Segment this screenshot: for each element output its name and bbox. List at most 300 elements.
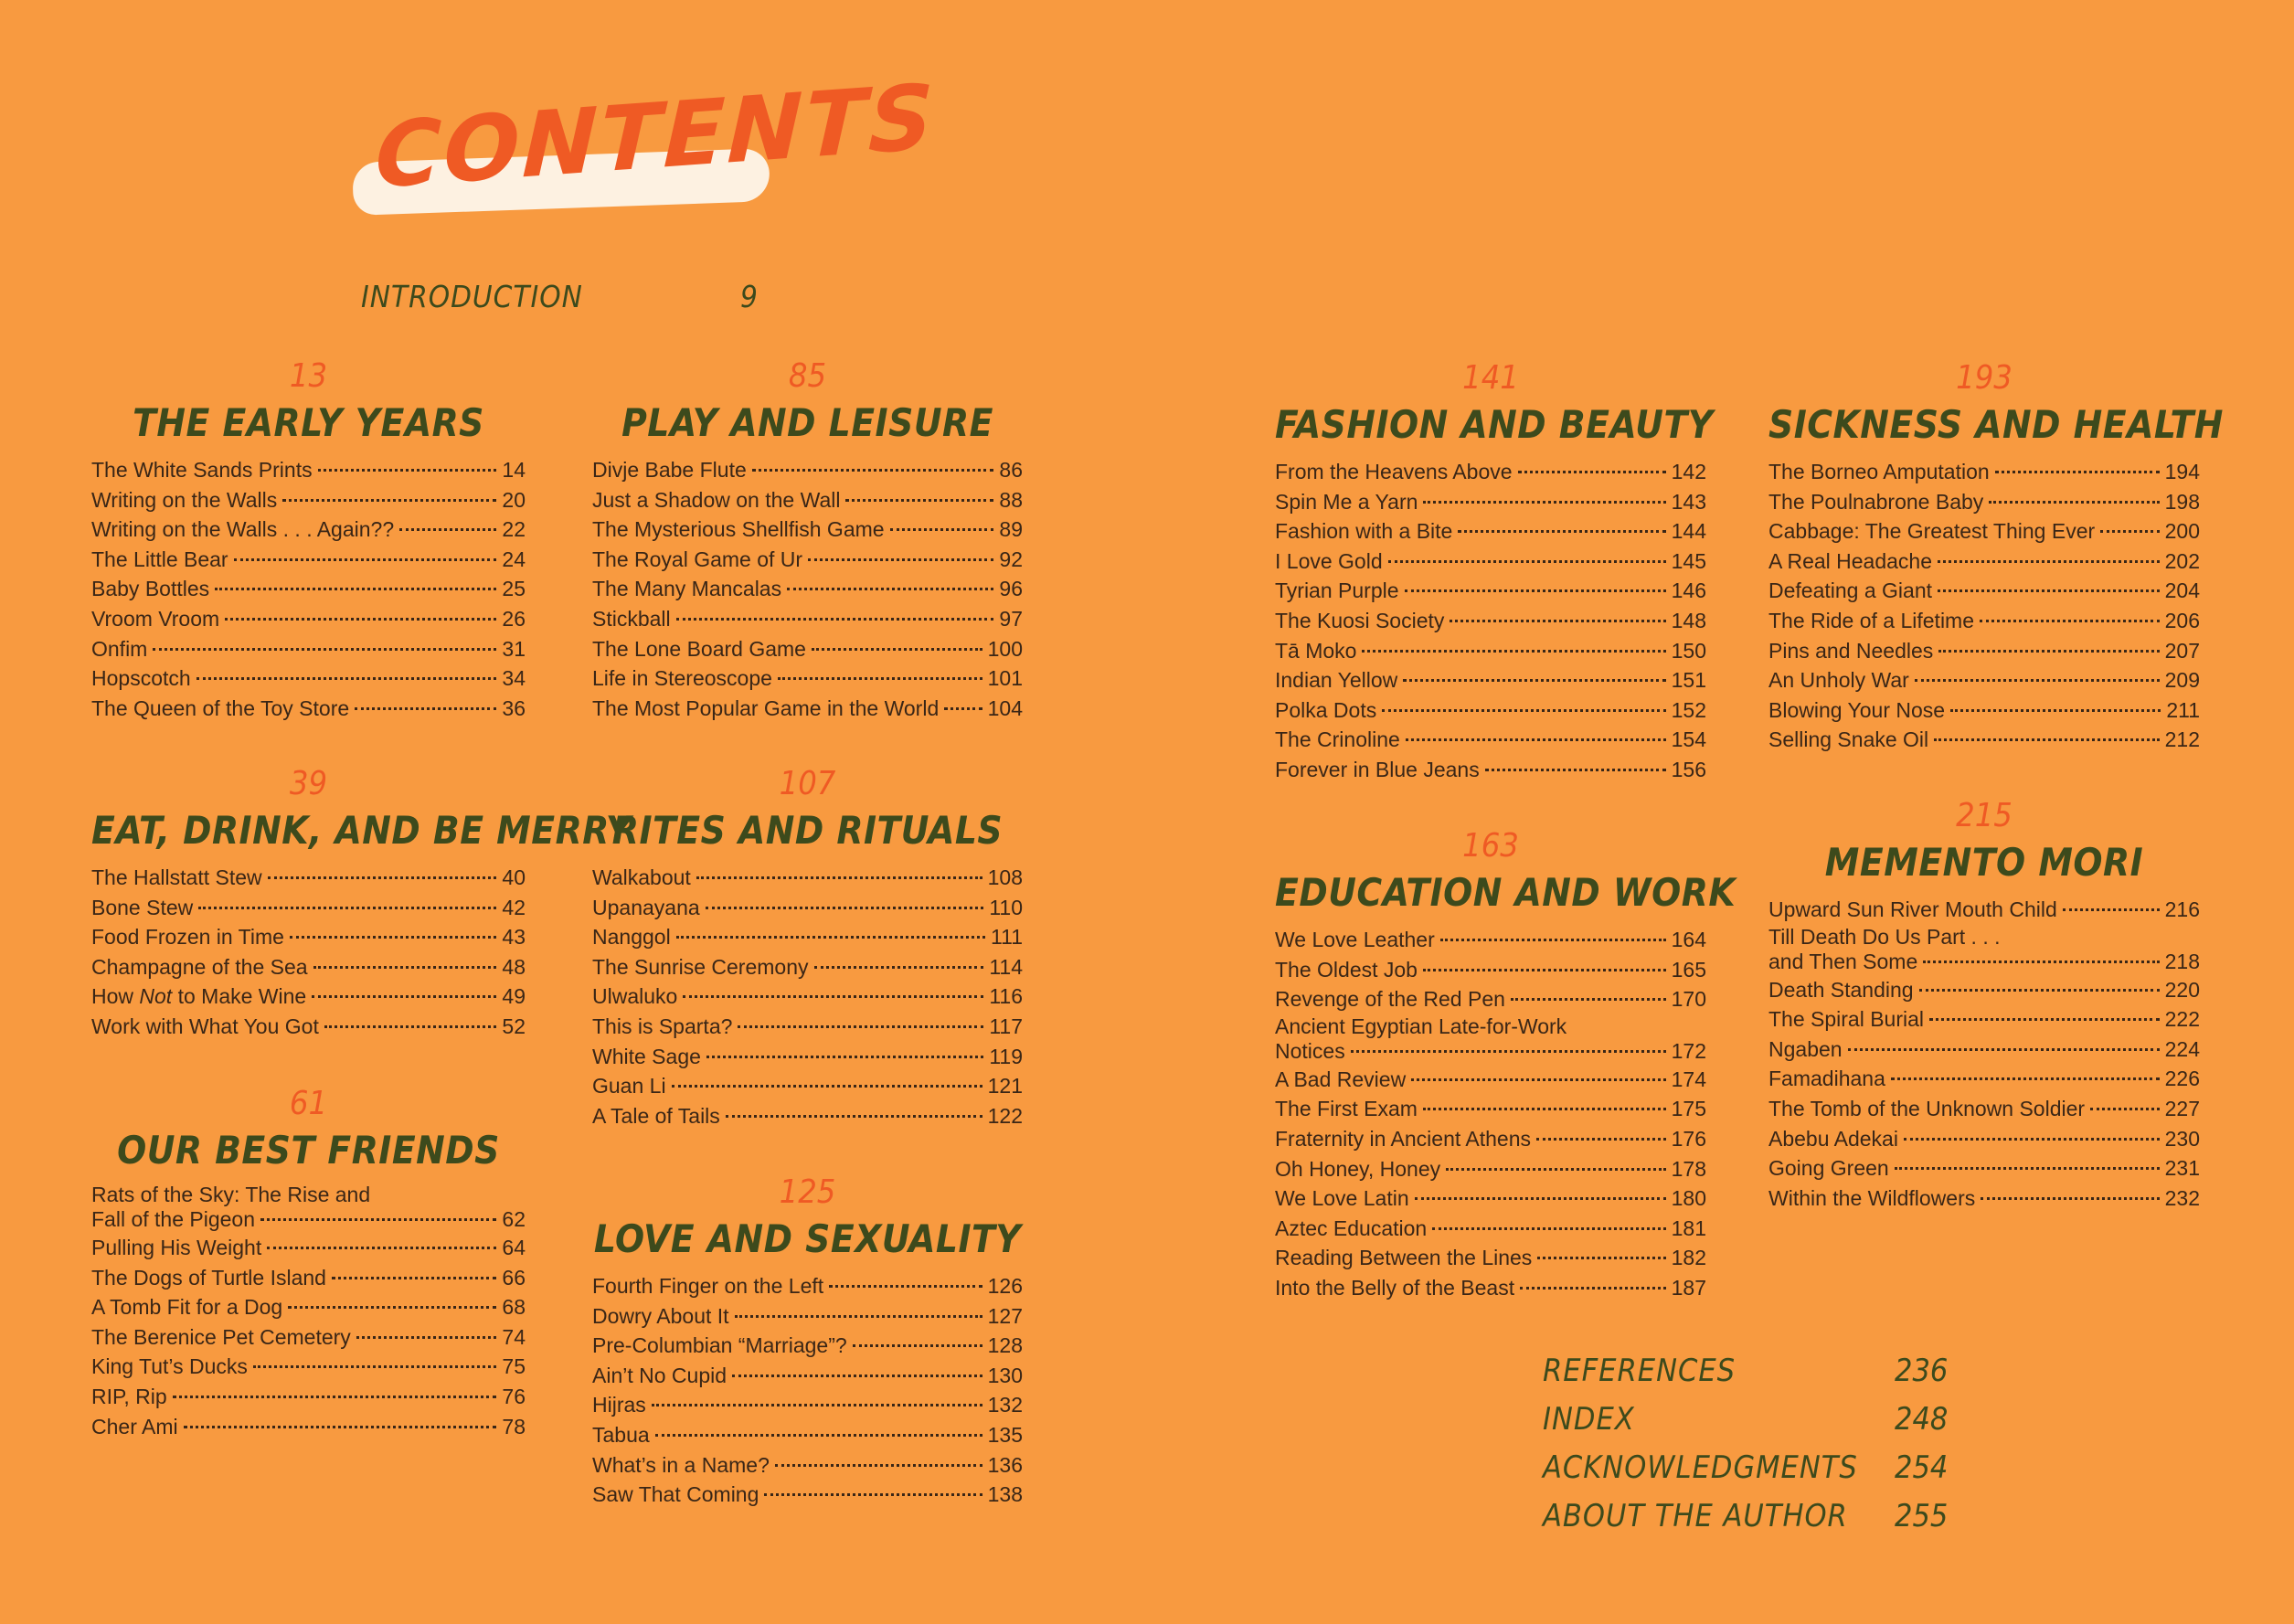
back-matter-label: INDEX xyxy=(1543,1401,1635,1438)
toc-entry[interactable] xyxy=(1275,665,1706,695)
toc-entry[interactable] xyxy=(592,1390,1023,1420)
entry-page: 36 xyxy=(502,695,526,720)
toc-entry[interactable] xyxy=(1275,576,1706,606)
dot-leader xyxy=(196,677,497,680)
entry-page: 226 xyxy=(2164,1067,2200,1091)
toc-entry[interactable] xyxy=(592,1042,1023,1072)
toc-entry[interactable] xyxy=(592,604,1023,634)
toc-entry[interactable] xyxy=(1768,1184,2200,1214)
toc-entry[interactable] xyxy=(592,515,1023,545)
toc-entry[interactable] xyxy=(91,1352,526,1382)
entry-title: Defeating a Giant xyxy=(1768,578,1933,603)
toc-entry[interactable] xyxy=(1768,665,2200,695)
entry-page: 128 xyxy=(987,1333,1023,1358)
dot-leader xyxy=(355,707,496,710)
toc-entry[interactable] xyxy=(592,952,1023,982)
entry-title-line2-row xyxy=(1275,1039,1706,1064)
toc-entry[interactable] xyxy=(1768,725,2200,755)
toc-entry[interactable] xyxy=(1768,457,2200,487)
section-title[interactable]: SICKNESS AND HEALTH xyxy=(1768,402,2224,447)
section-early xyxy=(91,356,526,723)
entry-page: 92 xyxy=(999,547,1023,571)
entry-page: 138 xyxy=(987,1482,1023,1507)
section-page-number: 13 xyxy=(289,357,328,395)
section-love xyxy=(592,1173,1023,1510)
entry-title: Champagne of the Sea xyxy=(91,954,308,979)
entry-title: The Lone Board Game xyxy=(592,636,806,661)
entry-page: 218 xyxy=(2164,949,2200,973)
toc-entry[interactable] xyxy=(592,1071,1023,1101)
section-page-number: 163 xyxy=(1462,827,1519,865)
toc-entry[interactable] xyxy=(1275,755,1706,785)
dot-leader xyxy=(706,907,984,909)
section-title[interactable]: PLAY AND LEISURE xyxy=(621,400,993,445)
entry-page: 96 xyxy=(999,577,1023,601)
toc-entry[interactable] xyxy=(1275,695,1706,726)
back-matter-acknowledgments[interactable] xyxy=(1543,1449,1954,1498)
back-matter xyxy=(1543,1353,1954,1546)
entry-page: 142 xyxy=(1671,460,1706,483)
entry-page: 198 xyxy=(2164,489,2200,514)
toc-entry[interactable] xyxy=(592,455,1023,485)
dot-leader xyxy=(829,1285,982,1288)
toc-entry[interactable] xyxy=(592,922,1023,952)
dot-leader xyxy=(1351,1050,1666,1053)
dot-leader xyxy=(2100,530,2159,533)
dot-leader xyxy=(812,648,982,651)
dot-leader xyxy=(735,1315,982,1318)
toc-entry[interactable] xyxy=(592,1361,1023,1391)
section-sickness xyxy=(1768,358,2224,755)
entry-page: 68 xyxy=(502,1295,526,1320)
entry-page: 122 xyxy=(987,1103,1023,1128)
entry-title: A Tomb Fit for a Dog xyxy=(91,1295,283,1320)
dot-leader xyxy=(732,1375,982,1377)
dot-leader xyxy=(1923,961,2159,963)
entry-title: Ulwaluko xyxy=(592,984,678,1009)
entry-title: Death Standing xyxy=(1768,977,1914,1002)
entry-list xyxy=(1768,457,2200,755)
entry-title xyxy=(91,982,306,1012)
entry-page: 143 xyxy=(1671,489,1706,514)
entry-title-part: to Make Wine xyxy=(172,984,307,1009)
dot-leader xyxy=(853,1344,982,1347)
entry-title: Hijras xyxy=(592,1393,646,1417)
toc-entry[interactable] xyxy=(91,1382,526,1412)
dot-leader xyxy=(1411,1078,1665,1081)
entry-title: I Love Gold xyxy=(1275,548,1383,573)
toc-entry[interactable] xyxy=(1768,576,2200,606)
dot-leader xyxy=(184,1426,497,1428)
toc-entry[interactable] xyxy=(592,1271,1023,1301)
toc-entry[interactable] xyxy=(1275,1243,1706,1273)
dot-leader xyxy=(332,1277,496,1279)
toc-entry[interactable] xyxy=(1275,725,1706,755)
toc-entry[interactable] xyxy=(91,922,526,952)
dot-leader xyxy=(1537,1257,1665,1259)
dot-leader xyxy=(399,528,496,531)
toc-entry[interactable] xyxy=(1768,636,2200,666)
toc-entry[interactable] xyxy=(592,893,1023,923)
toc-entry[interactable] xyxy=(91,1263,526,1293)
toc-entry[interactable] xyxy=(1275,1065,1706,1095)
entry-page: 100 xyxy=(987,636,1023,661)
entry-page: 180 xyxy=(1671,1186,1706,1211)
entry-page: 48 xyxy=(502,954,526,979)
entry-title-line1: Till Death Do Us Part . . . xyxy=(1768,924,2001,949)
toc-entry[interactable] xyxy=(1275,516,1706,547)
section-play xyxy=(592,356,1023,723)
introduction-entry[interactable] xyxy=(361,279,772,319)
entry-title: The White Sands Prints xyxy=(91,458,313,482)
dot-leader xyxy=(814,966,984,969)
entry-list xyxy=(91,1183,526,1441)
toc-entry[interactable] xyxy=(91,694,526,724)
entry-title: The Poulnabrone Baby xyxy=(1768,489,1984,514)
toc-entry[interactable] xyxy=(1768,547,2200,577)
dot-leader xyxy=(1423,969,1666,971)
toc-entry[interactable] xyxy=(1275,1094,1706,1124)
back-matter-about-author[interactable] xyxy=(1543,1498,1954,1546)
entry-page: 216 xyxy=(2164,897,2200,921)
toc-entry[interactable] xyxy=(1275,984,1706,1014)
toc-entry[interactable] xyxy=(91,982,526,1012)
entry-title: Pins and Needles xyxy=(1768,638,1934,663)
toc-entry[interactable] xyxy=(91,1412,526,1442)
toc-entry[interactable] xyxy=(1275,1273,1706,1303)
entry-title: Tyrian Purple xyxy=(1275,578,1399,603)
entry-page: 40 xyxy=(502,865,526,889)
entry-list xyxy=(1275,457,1706,785)
dot-leader xyxy=(1929,1018,2160,1021)
dot-leader xyxy=(268,876,497,879)
toc-entry[interactable] xyxy=(91,1183,526,1233)
dot-leader xyxy=(1423,1108,1666,1110)
toc-entry[interactable] xyxy=(1768,895,2200,925)
entry-title-line1: Ancient Egyptian Late-for-Work xyxy=(1275,1014,1567,1038)
toc-entry[interactable] xyxy=(1275,487,1706,517)
toc-entry[interactable] xyxy=(592,485,1023,515)
entry-title: Blowing Your Nose xyxy=(1768,697,1946,722)
toc-entry[interactable] xyxy=(1275,955,1706,985)
section-page-number: 39 xyxy=(289,765,328,802)
entry-title: Ain’t No Cupid xyxy=(592,1363,727,1387)
toc-entry[interactable] xyxy=(1768,975,2200,1005)
toc-entry[interactable] xyxy=(91,1233,526,1263)
entry-title: Fraternity in Ancient Athens xyxy=(1275,1126,1531,1151)
entry-page: 101 xyxy=(987,666,1023,691)
toc-entry[interactable] xyxy=(1275,1184,1706,1214)
section-fashion xyxy=(1275,358,1714,785)
toc-entry[interactable] xyxy=(91,634,526,664)
toc-entry[interactable] xyxy=(592,1301,1023,1332)
toc-entry[interactable] xyxy=(592,634,1023,664)
introduction-page: 9 xyxy=(740,279,758,314)
toc-entry[interactable] xyxy=(592,1420,1023,1450)
entry-page: 187 xyxy=(1671,1275,1706,1300)
entry-page: 174 xyxy=(1671,1067,1706,1091)
dot-leader xyxy=(288,1306,496,1309)
toc-entry[interactable] xyxy=(1768,1004,2200,1035)
toc-entry[interactable] xyxy=(1768,487,2200,517)
entry-page: 104 xyxy=(987,695,1023,720)
toc-entry[interactable] xyxy=(1768,1094,2200,1124)
entry-page: 164 xyxy=(1671,928,1706,951)
toc-entry[interactable] xyxy=(91,604,526,634)
toc-entry[interactable] xyxy=(1768,516,2200,547)
toc-entry[interactable] xyxy=(1275,636,1706,666)
entry-title: Work with What You Got xyxy=(91,1014,319,1038)
entry-page: 136 xyxy=(987,1452,1023,1477)
section-page-number: 107 xyxy=(779,765,836,802)
toc-entry[interactable] xyxy=(1768,1035,2200,1065)
toc-entry[interactable] xyxy=(1275,1154,1706,1184)
dot-leader xyxy=(1406,738,1666,741)
dot-leader xyxy=(845,499,993,502)
dot-leader xyxy=(1511,998,1666,1001)
dot-leader xyxy=(1388,560,1666,563)
entry-page: 194 xyxy=(2164,460,2200,483)
dot-leader xyxy=(696,876,982,879)
toc-entry[interactable] xyxy=(1768,695,2200,726)
entry-page: 127 xyxy=(987,1303,1023,1328)
entry-page: 151 xyxy=(1671,668,1706,693)
entry-page: 200 xyxy=(2164,519,2200,544)
entry-title: Food Frozen in Time xyxy=(91,925,284,950)
back-matter-page: 236 xyxy=(1895,1353,1949,1389)
entry-page: 22 xyxy=(502,517,526,542)
section-title[interactable]: RITES AND RITUALS xyxy=(611,808,1004,853)
entry-title: Writing on the Walls xyxy=(91,487,278,512)
section-page-number: 125 xyxy=(779,1173,836,1211)
entry-page: 114 xyxy=(989,954,1023,979)
entry-title: Within the Wildflowers xyxy=(1768,1185,1976,1210)
dot-leader xyxy=(1432,1227,1665,1230)
entry-title: Saw That Coming xyxy=(592,1482,759,1507)
contents-title-block xyxy=(347,65,938,212)
dot-leader xyxy=(1995,471,2160,473)
dot-leader xyxy=(808,558,993,561)
entry-title: Fourth Finger on the Left xyxy=(592,1274,824,1298)
entry-title: Bone Stew xyxy=(91,895,194,919)
section-title[interactable]: EAT, DRINK, AND BE MERRY xyxy=(91,808,632,853)
section-friends xyxy=(91,1084,526,1441)
entry-title: RIP, Rip xyxy=(91,1384,167,1408)
entry-page: 132 xyxy=(987,1393,1023,1417)
dot-leader xyxy=(1423,501,1665,504)
entry-page: 76 xyxy=(502,1384,526,1408)
entry-title: The Royal Game of Ur xyxy=(592,547,803,571)
entry-title-line2: and Then Some xyxy=(1768,949,1918,973)
entry-page: 204 xyxy=(2164,578,2200,603)
entry-title-line2-row xyxy=(91,1207,526,1232)
toc-entry[interactable] xyxy=(592,694,1023,724)
section-title[interactable]: OUR BEST FRIENDS xyxy=(117,1128,500,1173)
entry-page: 111 xyxy=(991,925,1023,950)
introduction-label: INTRODUCTION xyxy=(361,279,583,314)
entry-page: 212 xyxy=(2164,727,2200,752)
entry-page: 74 xyxy=(502,1324,526,1349)
toc-entry[interactable] xyxy=(91,863,526,893)
entry-list xyxy=(91,863,526,1042)
section-page-number: 85 xyxy=(788,357,827,395)
toc-entry[interactable] xyxy=(592,1480,1023,1510)
dot-leader xyxy=(1536,1138,1666,1141)
dot-leader xyxy=(313,966,497,969)
toc-entry[interactable] xyxy=(1275,1014,1706,1065)
entry-list xyxy=(91,455,526,723)
entry-title: Baby Bottles xyxy=(91,577,210,601)
toc-entry[interactable] xyxy=(1768,1153,2200,1184)
toc-entry[interactable] xyxy=(1768,606,2200,636)
dot-leader xyxy=(683,995,983,998)
dot-leader xyxy=(153,648,496,651)
page-title: CONTENTS xyxy=(373,65,938,209)
toc-entry[interactable] xyxy=(91,515,526,545)
entry-title: The Spiral Burial xyxy=(1768,1007,1925,1032)
toc-entry[interactable] xyxy=(1275,925,1706,955)
entry-title: The Little Bear xyxy=(91,547,228,571)
entry-page: 175 xyxy=(1671,1097,1706,1121)
entry-title-line1: Rats of the Sky: The Rise and xyxy=(91,1183,371,1206)
entry-page: 220 xyxy=(2164,977,2200,1002)
entry-page: 231 xyxy=(2164,1156,2200,1181)
entry-title: King Tut’s Ducks xyxy=(91,1354,248,1379)
dot-leader xyxy=(1934,738,2159,741)
toc-entry[interactable] xyxy=(592,863,1023,893)
entry-title: The Most Popular Game in the World xyxy=(592,695,940,720)
dot-leader xyxy=(1981,1197,2159,1200)
toc-entry[interactable] xyxy=(91,545,526,575)
toc-entry[interactable] xyxy=(91,1322,526,1353)
section-memento xyxy=(1768,796,2200,1213)
entry-page: 78 xyxy=(502,1414,526,1438)
back-matter-page: 248 xyxy=(1895,1401,1949,1438)
toc-entry[interactable] xyxy=(91,485,526,515)
dot-leader xyxy=(706,1056,983,1058)
entry-title: The Tomb of the Unknown Soldier xyxy=(1768,1096,2086,1120)
dot-leader xyxy=(652,1404,982,1406)
toc-entry[interactable] xyxy=(592,1331,1023,1361)
entry-page: 209 xyxy=(2164,668,2200,693)
toc-entry[interactable] xyxy=(91,893,526,923)
entry-page: 86 xyxy=(999,458,1023,482)
entry-page: 97 xyxy=(999,606,1023,631)
entry-title: Into the Belly of the Beast xyxy=(1275,1275,1515,1300)
entry-page: 43 xyxy=(502,925,526,950)
toc-entry[interactable] xyxy=(91,663,526,694)
entry-title: The Queen of the Toy Store xyxy=(91,695,350,720)
toc-entry[interactable] xyxy=(592,663,1023,694)
toc-entry[interactable] xyxy=(592,1101,1023,1131)
toc-entry[interactable] xyxy=(1275,457,1706,487)
back-matter-label: ACKNOWLEDGMENTS xyxy=(1543,1449,1858,1486)
back-matter-label: ABOUT THE AUTHOR xyxy=(1543,1498,1848,1534)
entry-title: Oh Honey, Honey xyxy=(1275,1156,1441,1181)
entry-page: 206 xyxy=(2164,608,2200,632)
entry-page: 230 xyxy=(2164,1126,2200,1151)
dot-leader xyxy=(1950,709,2161,712)
entry-title: Upward Sun River Mouth Child xyxy=(1768,897,2057,921)
entry-title-line2: Notices xyxy=(1275,1038,1345,1063)
section-page-number: 141 xyxy=(1462,359,1519,397)
dot-leader xyxy=(1989,501,2159,504)
entry-title: We Love Leather xyxy=(1275,928,1435,951)
entry-title: Vroom Vroom xyxy=(91,606,220,631)
toc-entry[interactable] xyxy=(1275,1124,1706,1154)
toc-entry[interactable] xyxy=(592,574,1023,604)
toc-entry[interactable] xyxy=(1275,1214,1706,1244)
toc-entry[interactable] xyxy=(592,1450,1023,1481)
dot-leader xyxy=(1980,620,2160,622)
toc-entry[interactable] xyxy=(91,1012,526,1042)
dot-leader xyxy=(1458,530,1665,533)
toc-entry[interactable] xyxy=(592,982,1023,1012)
section-title[interactable]: LOVE AND SEXUALITY xyxy=(593,1216,1022,1261)
toc-entry[interactable] xyxy=(592,1012,1023,1042)
dot-leader xyxy=(1450,620,1665,622)
dot-leader xyxy=(225,618,496,621)
entry-page: 207 xyxy=(2164,638,2200,663)
dot-leader xyxy=(778,677,982,680)
entry-title: Fashion with a Bite xyxy=(1275,519,1453,544)
toc-entry[interactable] xyxy=(1768,1124,2200,1154)
section-rites xyxy=(592,764,1023,1130)
dot-leader xyxy=(2090,1108,2160,1110)
dot-leader xyxy=(1915,679,2160,682)
toc-entry[interactable] xyxy=(91,1292,526,1322)
entry-title: White Sage xyxy=(592,1044,701,1068)
back-matter-page: 255 xyxy=(1895,1498,1949,1534)
entry-title: Stickball xyxy=(592,606,671,631)
dot-leader xyxy=(312,995,496,998)
entry-title: Going Green xyxy=(1768,1156,1889,1181)
entry-page: 146 xyxy=(1671,578,1706,603)
toc-entry[interactable] xyxy=(1768,1064,2200,1094)
toc-entry[interactable] xyxy=(592,545,1023,575)
entry-title: The Dogs of Turtle Island xyxy=(91,1265,326,1290)
entry-title: The Hallstatt Stew xyxy=(91,865,262,889)
toc-entry[interactable] xyxy=(1275,606,1706,636)
entry-title: Forever in Blue Jeans xyxy=(1275,757,1480,781)
entry-page: 176 xyxy=(1671,1126,1706,1151)
toc-entry[interactable] xyxy=(91,574,526,604)
entry-title: Polka Dots xyxy=(1275,697,1377,722)
section-education xyxy=(1275,826,1736,1303)
section-title[interactable]: EDUCATION AND WORK xyxy=(1275,870,1736,915)
dot-leader xyxy=(253,1365,497,1368)
toc-entry[interactable] xyxy=(91,455,526,485)
dot-leader xyxy=(1919,989,2160,992)
dot-leader xyxy=(890,528,994,531)
dot-leader xyxy=(260,1218,496,1221)
section-title[interactable]: THE EARLY YEARS xyxy=(133,400,484,445)
toc-entry[interactable] xyxy=(91,952,526,982)
back-matter-references[interactable] xyxy=(1543,1353,1954,1401)
back-matter-index[interactable] xyxy=(1543,1401,1954,1449)
section-title[interactable]: MEMENTO MORI xyxy=(1824,840,2144,885)
toc-entry[interactable] xyxy=(1275,547,1706,577)
entry-title: Famadihana xyxy=(1768,1067,1885,1091)
entry-page: 108 xyxy=(987,865,1023,889)
entry-page: 14 xyxy=(502,458,526,482)
entry-title: The Crinoline xyxy=(1275,727,1400,752)
toc-entry[interactable] xyxy=(1768,925,2200,975)
entry-page: 20 xyxy=(502,487,526,512)
section-title[interactable]: FASHION AND BEAUTY xyxy=(1275,402,1714,447)
entry-page: 144 xyxy=(1671,519,1706,544)
back-matter-label: REFERENCES xyxy=(1543,1353,1736,1389)
